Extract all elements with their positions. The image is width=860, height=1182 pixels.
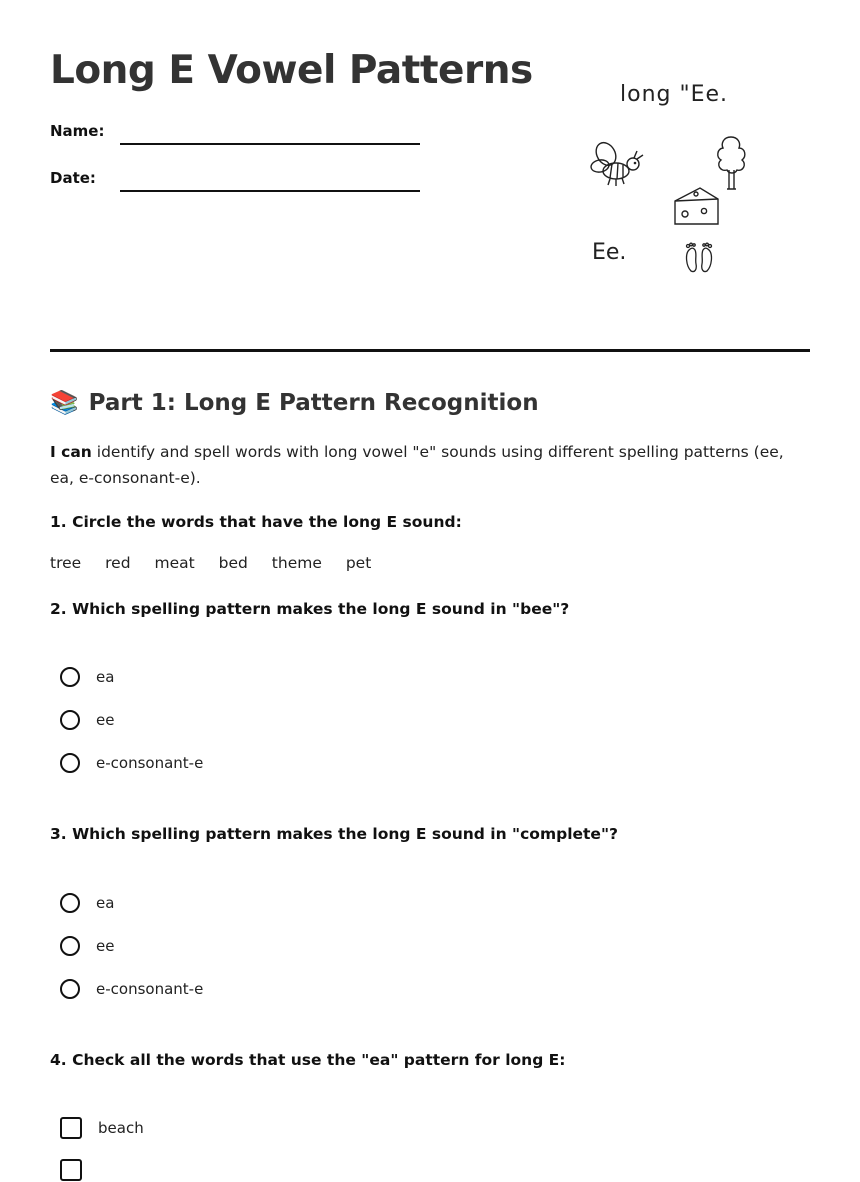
books-icon: 📚 — [50, 390, 79, 416]
question-2-option[interactable] — [60, 665, 114, 689]
section-divider — [50, 349, 810, 352]
question-2-prompt: 2. Which spelling pattern makes the long E sound in "bee"? — [50, 600, 570, 618]
question-1-word-list — [50, 554, 390, 572]
learning-goal-text: identify and spell words with long vowel "e" sounds using different spelling patterns (ee, ea, e-consonant-e). — [50, 443, 784, 487]
date-label: Date: — [50, 169, 96, 187]
question-4-prompt: 4. Check all the words that use the "ea" pattern for long E: — [50, 1051, 566, 1069]
radio-button[interactable] — [60, 979, 80, 999]
word-option[interactable]: meat — [154, 554, 195, 572]
word-option[interactable]: theme — [271, 554, 322, 572]
word-option[interactable]: pet — [345, 554, 372, 572]
learning-goal — [50, 439, 790, 491]
option-label: beach — [98, 1119, 144, 1137]
feet-icon — [683, 242, 715, 274]
question-1-prompt: 1. Circle the words that have the long E sound: — [50, 513, 462, 531]
page-title: Long E Vowel Patterns — [50, 48, 533, 93]
question-4-option[interactable] — [60, 1158, 98, 1182]
option-label: ee — [96, 937, 115, 955]
question-2-option[interactable] — [60, 751, 203, 775]
question-4-option[interactable] — [60, 1116, 144, 1140]
word-option[interactable]: bed — [218, 554, 248, 572]
question-3-option[interactable] — [60, 934, 114, 958]
word-option[interactable]: tree — [50, 554, 82, 572]
option-label: e-consonant-e — [96, 980, 204, 998]
date-field[interactable] — [120, 190, 420, 192]
checkbox[interactable] — [60, 1117, 82, 1139]
radio-button[interactable] — [60, 710, 80, 730]
question-2-option[interactable] — [60, 708, 114, 732]
word-option[interactable]: red — [105, 554, 131, 572]
bee-icon — [588, 140, 646, 188]
learning-goal-lead: I can — [50, 443, 92, 461]
radio-button[interactable] — [60, 753, 80, 773]
question-3-prompt: 3. Which spelling pattern makes the long E sound in "complete"? — [50, 825, 619, 843]
question-3-option[interactable] — [60, 977, 203, 1001]
option-label: ee — [96, 711, 115, 729]
cheese-icon — [672, 185, 722, 227]
tree-icon — [712, 134, 750, 192]
radio-button[interactable] — [60, 667, 80, 687]
illustration-title: long "Ee. — [620, 82, 729, 107]
option-label: ea — [96, 894, 115, 912]
section-heading — [50, 389, 539, 416]
section-title: Part 1: Long E Pattern Recognition — [88, 390, 539, 416]
question-3-option[interactable] — [60, 891, 114, 915]
illustration-caption: Ee. — [592, 240, 627, 265]
name-label: Name: — [50, 122, 105, 140]
radio-button[interactable] — [60, 893, 80, 913]
option-label: e-consonant-e — [96, 754, 204, 772]
radio-button[interactable] — [60, 936, 80, 956]
option-label: ea — [96, 668, 115, 686]
name-field[interactable] — [120, 143, 420, 145]
checkbox[interactable] — [60, 1159, 82, 1181]
